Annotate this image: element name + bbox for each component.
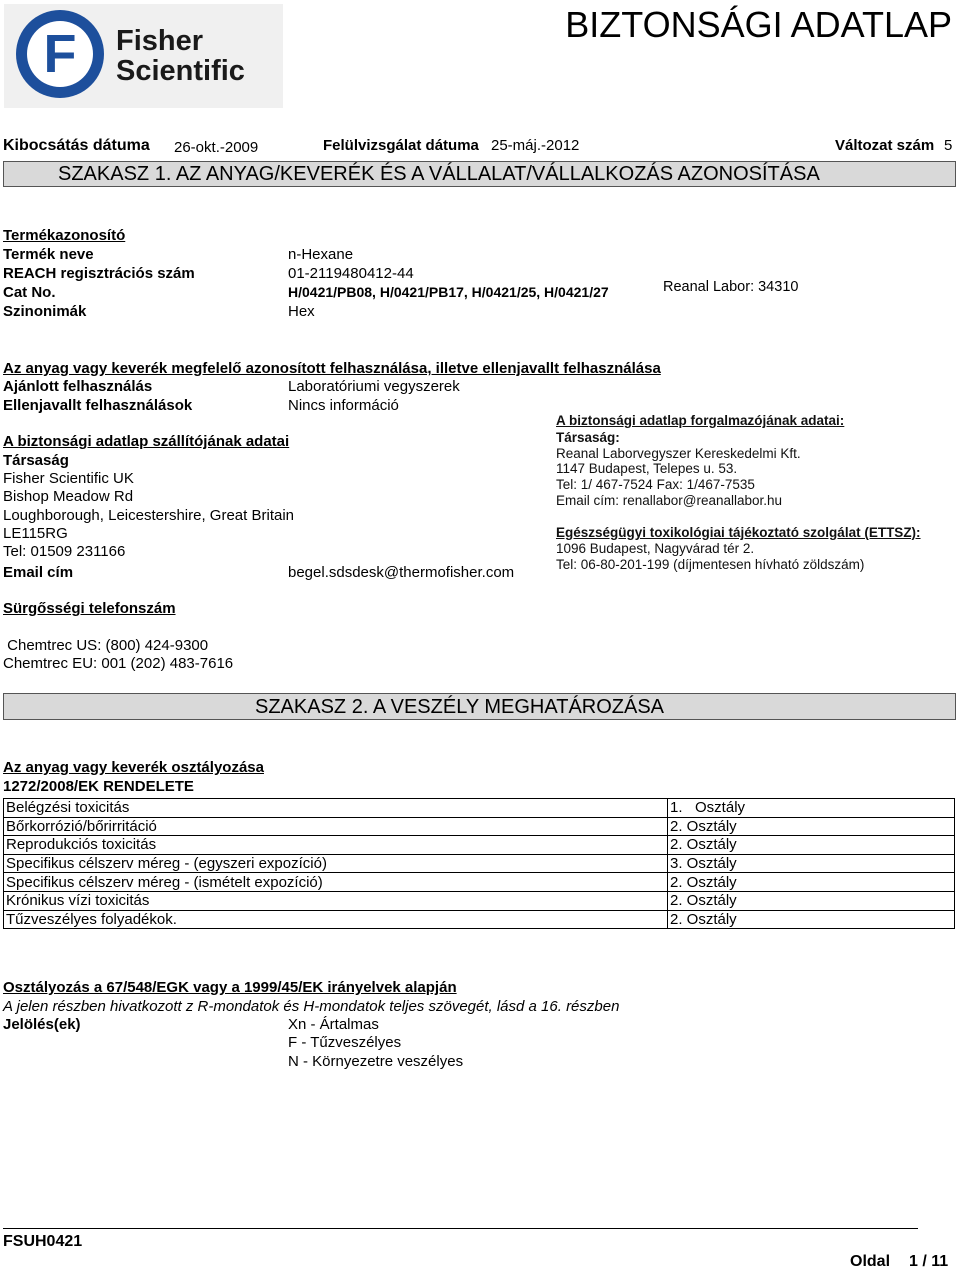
cat-no-value: H/0421/PB08, H/0421/PB17, H/0421/25, H/0421/27 — [288, 284, 609, 300]
logo-line-1: Fisher — [116, 25, 204, 57]
supplier-line: Bishop Meadow Rd — [3, 488, 134, 505]
emergency-heading: Sürgősségi telefonszám — [3, 600, 176, 617]
category-cell: 3. Osztály — [668, 854, 955, 873]
marking-item: N - Környezetre veszélyes — [288, 1053, 464, 1070]
cat-no-label: Cat No. — [3, 284, 56, 301]
ettsz-heading: Egészségügyi toxikológiai tájékoztató szolgálat (ETTSZ): — [556, 525, 921, 540]
footer-code: FSUH0421 — [3, 1233, 83, 1250]
hazard-cell: Belégzési toxicitás — [4, 799, 668, 818]
distributor-line: Tel: 1/ 467-7524 Fax: 1/467-7535 — [556, 477, 755, 492]
section-2-header — [3, 693, 956, 720]
supplier-heading: A biztonsági adatlap szállítójának adatai — [3, 433, 290, 450]
product-name-label: Termék neve — [3, 246, 94, 263]
distributor-email[interactable]: Email cím: renallabor@reanallabor.hu — [556, 493, 783, 508]
table-row — [4, 799, 955, 818]
synonyms-value: Hex — [288, 303, 315, 320]
marking-label: Jelölés(ek) — [3, 1016, 81, 1033]
footer-divider — [3, 1228, 918, 1229]
table-row — [4, 836, 955, 855]
company-logo — [4, 4, 283, 108]
regulation-label: 1272/2008/EK RENDELETE — [3, 778, 194, 795]
product-id-heading: Termékazonosító — [3, 227, 126, 244]
distributor-line: Reanal Laborvegyszer Kereskedelmi Kft. — [556, 446, 801, 461]
supplier-company-label: Társaság — [3, 452, 69, 469]
revision-date-label: Felülvizsgálat dátuma — [323, 137, 479, 154]
contra-use-value: Nincs információ — [288, 397, 399, 414]
directive-heading: Osztályozás a 67/548/EGK vagy a 1999/45/EK irányelvek alapján — [3, 979, 457, 996]
revision-date-value: 25-máj.-2012 — [491, 137, 580, 154]
supplier-line: Loughborough, Leicestershire, Great Britain — [3, 507, 295, 524]
classification-heading: Az anyag vagy keverék osztályozása — [3, 759, 264, 776]
marking-item: F - Tűzveszélyes — [288, 1034, 402, 1051]
recommended-use-value: Laboratóriumi vegyszerek — [288, 378, 460, 395]
hazard-cell: Specifikus célszerv méreg - (egyszeri expozíció) — [4, 854, 668, 873]
hazard-cell: Specifikus célszerv méreg - (ismételt expozíció) — [4, 873, 668, 892]
hazard-cell: Tűzveszélyes folyadékok. — [4, 910, 668, 929]
recommended-use-label: Ajánlott felhasználás — [3, 378, 153, 395]
table-row — [4, 891, 955, 910]
version-value: 5 — [944, 137, 953, 154]
category-cell: 2. Osztály — [668, 817, 955, 836]
distributor-company-label: Társaság: — [556, 430, 620, 445]
document-title: BIZTONSÁGI ADATLAP — [565, 4, 952, 45]
hazard-cell: Krónikus vízi toxicitás — [4, 891, 668, 910]
supplier-line: Fisher Scientific UK — [3, 470, 134, 487]
section-1-title: SZAKASZ 1. AZ ANYAG/KEVERÉK ÉS A VÁLLALAT/VÁLLALKOZÁS AZONOSÍTÁSA — [58, 163, 820, 185]
classification-table — [3, 798, 955, 929]
synonyms-label: Szinonimák — [3, 303, 87, 320]
page-label: Oldal — [850, 1253, 891, 1270]
emergency-line: Chemtrec US: (800) 424-9300 — [3, 637, 209, 654]
category-cell: 1. Osztály — [668, 799, 955, 818]
supplier-line: LE115RG — [3, 525, 68, 542]
marking-item: Xn - Ártalmas — [288, 1016, 379, 1033]
logo-line-2: Scientific — [116, 55, 245, 87]
reanal-note: Reanal Labor: 34310 — [663, 279, 799, 295]
supplier-line: Tel: 01509 231166 — [3, 543, 126, 560]
section-1-header — [3, 161, 956, 187]
table-row — [4, 873, 955, 892]
page-number: 1 / 11 — [909, 1253, 949, 1270]
hazard-cell: Bőrkorrózió/bőrirritáció — [4, 817, 668, 836]
reach-label: REACH regisztrációs szám — [3, 265, 195, 282]
email-value[interactable]: begel.sdsdesk@thermofisher.com — [288, 564, 515, 581]
distributor-heading: A biztonsági adatlap forgalmazójának adatai: — [556, 413, 845, 428]
table-row — [4, 910, 955, 929]
category-cell: 2. Osztály — [668, 891, 955, 910]
category-cell: 2. Osztály — [668, 910, 955, 929]
ettsz-line: Tel: 06-80-201-199 (díjmentesen hívható zöldszám) — [556, 557, 865, 572]
section-2-title: SZAKASZ 2. A VESZÉLY MEGHATÁROZÁSA — [255, 696, 665, 718]
reach-value: 01-2119480412-44 — [288, 265, 414, 282]
logo-emblem: F — [16, 10, 104, 98]
issue-date-label: Kibocsátás dátuma — [3, 137, 150, 154]
table-row — [4, 854, 955, 873]
contra-use-label: Ellenjavallt felhasználások — [3, 397, 193, 414]
ettsz-line: 1096 Budapest, Nagyvárad tér 2. — [556, 541, 755, 556]
category-cell: 2. Osztály — [668, 873, 955, 892]
hazard-cell: Reprodukciós toxicitás — [4, 836, 668, 855]
version-label: Változat szám — [835, 137, 935, 154]
emergency-line: Chemtrec EU: 001 (202) 483-7616 — [3, 655, 234, 672]
product-name-value: n-Hexane — [288, 246, 354, 263]
distributor-line: 1147 Budapest, Telepes u. 53. — [556, 461, 738, 476]
category-cell: 2. Osztály — [668, 836, 955, 855]
issue-date-value: 26-okt.-2009 — [174, 139, 259, 156]
email-label: Email cím — [3, 564, 74, 581]
directive-note: A jelen részben hivatkozott z R-mondatok és H-mondatok teljes szövegét, lásd a 16. részben — [3, 998, 620, 1015]
use-heading: Az anyag vagy keverék megfelelő azonosított felhasználása, illetve ellenjavallt felhasználása — [3, 360, 661, 377]
table-row — [4, 817, 955, 836]
